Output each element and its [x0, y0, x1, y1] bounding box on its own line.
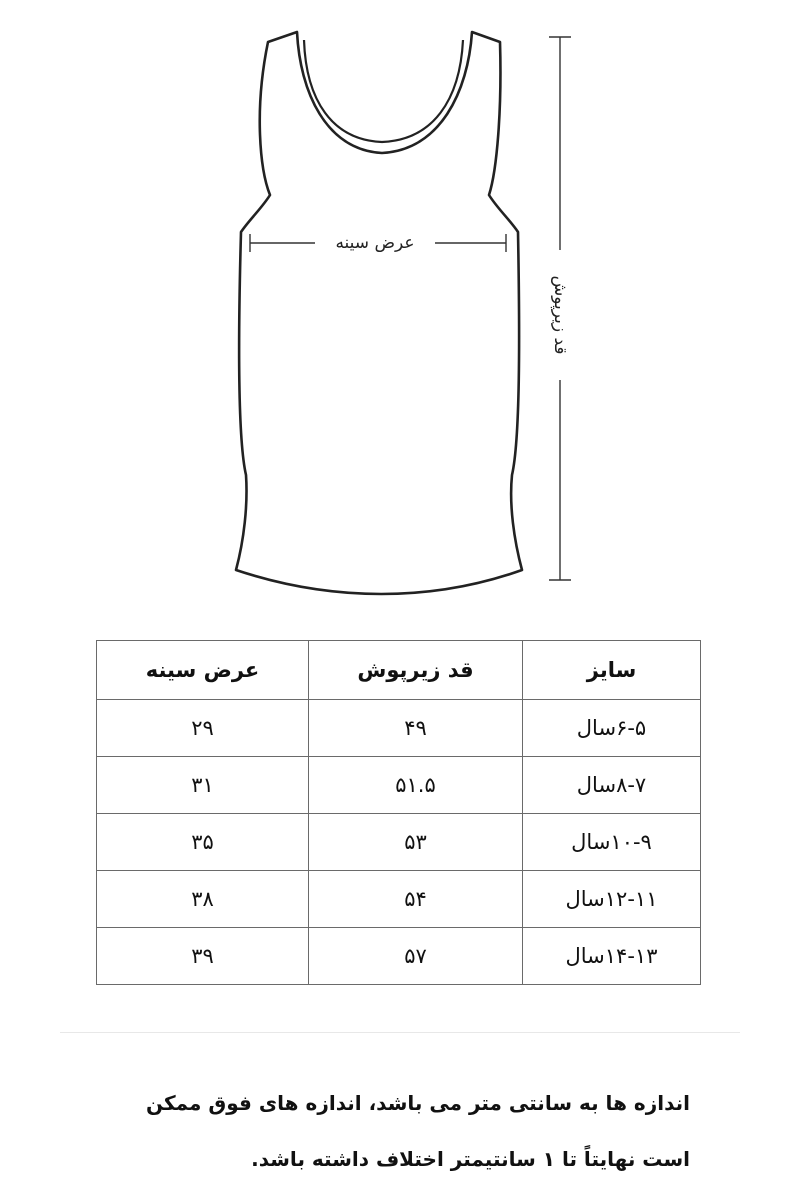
table-row	[97, 700, 701, 757]
cell-size: ۸-۷سال	[523, 757, 701, 814]
chest-width-label: عرض سینه	[315, 230, 435, 256]
cell-chest-width: ۳۱	[97, 757, 309, 814]
cell-chest-width: ۲۹	[97, 700, 309, 757]
cell-chest-width: ۳۵	[97, 814, 309, 871]
tank-top-body-outline	[236, 32, 522, 594]
cell-chest-width: ۳۸	[97, 871, 309, 928]
cell-size: ۱۰-۹سال	[523, 814, 701, 871]
table-row	[97, 757, 701, 814]
note-line-1: اندازه ها به سانتی متر می باشد، اندازه های فوق ممکن	[145, 1091, 690, 1115]
header-length: قد زیرپوش	[309, 641, 523, 700]
table-row	[97, 814, 701, 871]
measurement-note	[90, 1075, 690, 1187]
cell-size: ۱۲-۱۱سال	[523, 871, 701, 928]
cell-length: ۵۷	[309, 928, 523, 985]
table-row	[97, 871, 701, 928]
cell-length: ۵۴	[309, 871, 523, 928]
section-divider	[60, 1032, 740, 1033]
cell-size: ۱۴-۱۳سال	[523, 928, 701, 985]
cell-size: ۶-۵سال	[523, 700, 701, 757]
table-row	[97, 928, 701, 985]
header-size: سایز	[523, 641, 701, 700]
cell-length: ۵۱.۵	[309, 757, 523, 814]
table-header-row	[97, 641, 701, 700]
cell-chest-width: ۳۹	[97, 928, 309, 985]
note-line-2: است نهایتاً تا ۱ سانتیمتر اختلاف داشته باشد.	[251, 1147, 690, 1171]
cell-length: ۴۹	[309, 700, 523, 757]
header-chest-width: عرض سینه	[97, 641, 309, 700]
length-label: قد زیرپوش	[547, 250, 573, 380]
cell-length: ۵۳	[309, 814, 523, 871]
size-table	[96, 640, 701, 985]
